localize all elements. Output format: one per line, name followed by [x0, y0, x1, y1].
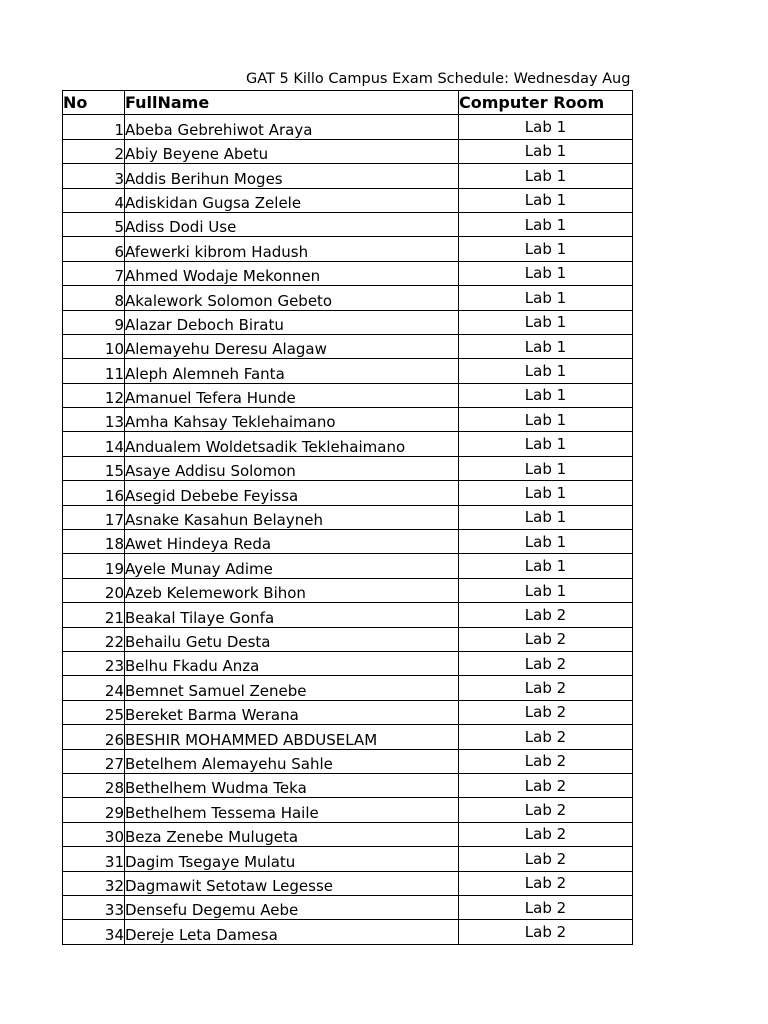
row-number: 13: [63, 408, 125, 432]
table-row: [63, 554, 633, 578]
student-name: Belhu Fkadu Anza: [125, 651, 459, 675]
student-name: Andualem Woldetsadik Teklehaimano: [125, 432, 459, 456]
header-row: [63, 91, 633, 115]
student-name: Addis Berihun Moges: [125, 164, 459, 188]
row-number: 6: [63, 237, 125, 261]
computer-room: Lab 2: [459, 773, 633, 797]
table-row: [63, 212, 633, 236]
row-number: 21: [63, 603, 125, 627]
row-number: 26: [63, 725, 125, 749]
table-row: [63, 164, 633, 188]
student-name: Adiskidan Gugsa Zelele: [125, 188, 459, 212]
student-name: Beakal Tilaye Gonfa: [125, 603, 459, 627]
student-name: Densefu Degemu Aebe: [125, 895, 459, 919]
student-name: Bethelhem Tessema Haile: [125, 798, 459, 822]
table-row: [63, 798, 633, 822]
row-number: 15: [63, 456, 125, 480]
table-row: [63, 261, 633, 285]
row-number: 33: [63, 895, 125, 919]
table-row: [63, 188, 633, 212]
table-row: [63, 822, 633, 846]
computer-room: Lab 2: [459, 895, 633, 919]
student-name: Alazar Deboch Biratu: [125, 310, 459, 334]
schedule-title: GAT 5 Killo Campus Exam Schedule: Wednesday Aug: [246, 71, 631, 87]
row-number: 2: [63, 139, 125, 163]
computer-room: Lab 1: [459, 261, 633, 285]
student-name: Afewerki kibrom Hadush: [125, 237, 459, 261]
computer-room: Lab 1: [459, 334, 633, 358]
student-name: Asaye Addisu Solomon: [125, 456, 459, 480]
table-row: [63, 725, 633, 749]
computer-room: Lab 1: [459, 139, 633, 163]
computer-room: Lab 1: [459, 481, 633, 505]
row-number: 24: [63, 676, 125, 700]
computer-room: Lab 1: [459, 286, 633, 310]
student-name: Beza Zenebe Mulugeta: [125, 822, 459, 846]
student-name: Awet Hindeya Reda: [125, 530, 459, 554]
row-number: 5: [63, 212, 125, 236]
table-row: [63, 481, 633, 505]
computer-room: Lab 2: [459, 676, 633, 700]
student-name: Dereje Leta Damesa: [125, 920, 459, 944]
computer-room: Lab 1: [459, 188, 633, 212]
computer-room: Lab 2: [459, 651, 633, 675]
row-number: 9: [63, 310, 125, 334]
row-number: 31: [63, 847, 125, 871]
table-row: [63, 286, 633, 310]
computer-room: Lab 2: [459, 847, 633, 871]
table-row: [63, 237, 633, 261]
table-row: [63, 700, 633, 724]
table-row: [63, 749, 633, 773]
student-name: Ahmed Wodaje Mekonnen: [125, 261, 459, 285]
row-number: 25: [63, 700, 125, 724]
student-name: Bethelhem Wudma Teka: [125, 773, 459, 797]
row-number: 16: [63, 481, 125, 505]
student-name: Aleph Alemneh Fanta: [125, 359, 459, 383]
computer-room: Lab 1: [459, 408, 633, 432]
table-row: [63, 871, 633, 895]
computer-room: Lab 1: [459, 505, 633, 529]
computer-room: Lab 2: [459, 871, 633, 895]
table-row: [63, 627, 633, 651]
table-row: [63, 383, 633, 407]
row-number: 22: [63, 627, 125, 651]
student-name: Betelhem Alemayehu Sahle: [125, 749, 459, 773]
computer-room: Lab 2: [459, 749, 633, 773]
student-name: Bemnet Samuel Zenebe: [125, 676, 459, 700]
schedule-table: [62, 90, 633, 945]
student-name: Dagim Tsegaye Mulatu: [125, 847, 459, 871]
student-name: Amanuel Tefera Hunde: [125, 383, 459, 407]
row-number: 19: [63, 554, 125, 578]
student-name: Dagmawit Setotaw Legesse: [125, 871, 459, 895]
table-row: [63, 115, 633, 139]
computer-room: Lab 2: [459, 603, 633, 627]
row-number: 32: [63, 871, 125, 895]
table-row: [63, 334, 633, 358]
table-row: [63, 456, 633, 480]
computer-room: Lab 2: [459, 822, 633, 846]
row-number: 17: [63, 505, 125, 529]
student-name: Asnake Kasahun Belayneh: [125, 505, 459, 529]
computer-room: Lab 1: [459, 359, 633, 383]
student-name: Behailu Getu Desta: [125, 627, 459, 651]
student-name: Amha Kahsay Teklehaimano: [125, 408, 459, 432]
student-name: Alemayehu Deresu Alagaw: [125, 334, 459, 358]
computer-room: Lab 1: [459, 310, 633, 334]
computer-room: Lab 2: [459, 798, 633, 822]
table-row: [63, 359, 633, 383]
row-number: 11: [63, 359, 125, 383]
table-row: [63, 139, 633, 163]
student-name: Azeb Kelemework Bihon: [125, 578, 459, 602]
student-name: Abeba Gebrehiwot Araya: [125, 115, 459, 139]
computer-room: Lab 1: [459, 164, 633, 188]
computer-room: Lab 2: [459, 725, 633, 749]
row-number: 7: [63, 261, 125, 285]
computer-room: Lab 1: [459, 530, 633, 554]
student-name: Akalework Solomon Gebeto: [125, 286, 459, 310]
student-name: BESHIR MOHAMMED ABDUSELAM: [125, 725, 459, 749]
computer-room: Lab 1: [459, 456, 633, 480]
table-row: [63, 920, 633, 944]
computer-room: Lab 1: [459, 554, 633, 578]
row-number: 10: [63, 334, 125, 358]
student-name: Bereket Barma Werana: [125, 700, 459, 724]
schedule-rows: [63, 115, 633, 944]
table-row: [63, 895, 633, 919]
student-name: Adiss Dodi Use: [125, 212, 459, 236]
table-row: [63, 408, 633, 432]
computer-room: Lab 1: [459, 383, 633, 407]
row-number: 14: [63, 432, 125, 456]
table-row: [63, 847, 633, 871]
computer-room: Lab 1: [459, 212, 633, 236]
computer-room: Lab 1: [459, 578, 633, 602]
row-number: 1: [63, 115, 125, 139]
table-row: [63, 676, 633, 700]
table-row: [63, 773, 633, 797]
computer-room: Lab 1: [459, 115, 633, 139]
table-row: [63, 432, 633, 456]
row-number: 23: [63, 651, 125, 675]
table-row: [63, 530, 633, 554]
row-number: 30: [63, 822, 125, 846]
header-fullname: FullName: [125, 91, 459, 115]
header-computer-room: Computer Room: [459, 91, 633, 115]
table-row: [63, 578, 633, 602]
row-number: 18: [63, 530, 125, 554]
table-row: [63, 603, 633, 627]
table-row: [63, 651, 633, 675]
computer-room: Lab 1: [459, 432, 633, 456]
computer-room: Lab 2: [459, 700, 633, 724]
row-number: 20: [63, 578, 125, 602]
computer-room: Lab 2: [459, 627, 633, 651]
student-name: Asegid Debebe Feyissa: [125, 481, 459, 505]
row-number: 34: [63, 920, 125, 944]
row-number: 4: [63, 188, 125, 212]
row-number: 8: [63, 286, 125, 310]
computer-room: Lab 1: [459, 237, 633, 261]
row-number: 28: [63, 773, 125, 797]
row-number: 27: [63, 749, 125, 773]
row-number: 3: [63, 164, 125, 188]
table-row: [63, 310, 633, 334]
row-number: 12: [63, 383, 125, 407]
header-no: No: [63, 91, 125, 115]
student-name: Abiy Beyene Abetu: [125, 139, 459, 163]
computer-room: Lab 2: [459, 920, 633, 944]
table-row: [63, 505, 633, 529]
student-name: Ayele Munay Adime: [125, 554, 459, 578]
row-number: 29: [63, 798, 125, 822]
